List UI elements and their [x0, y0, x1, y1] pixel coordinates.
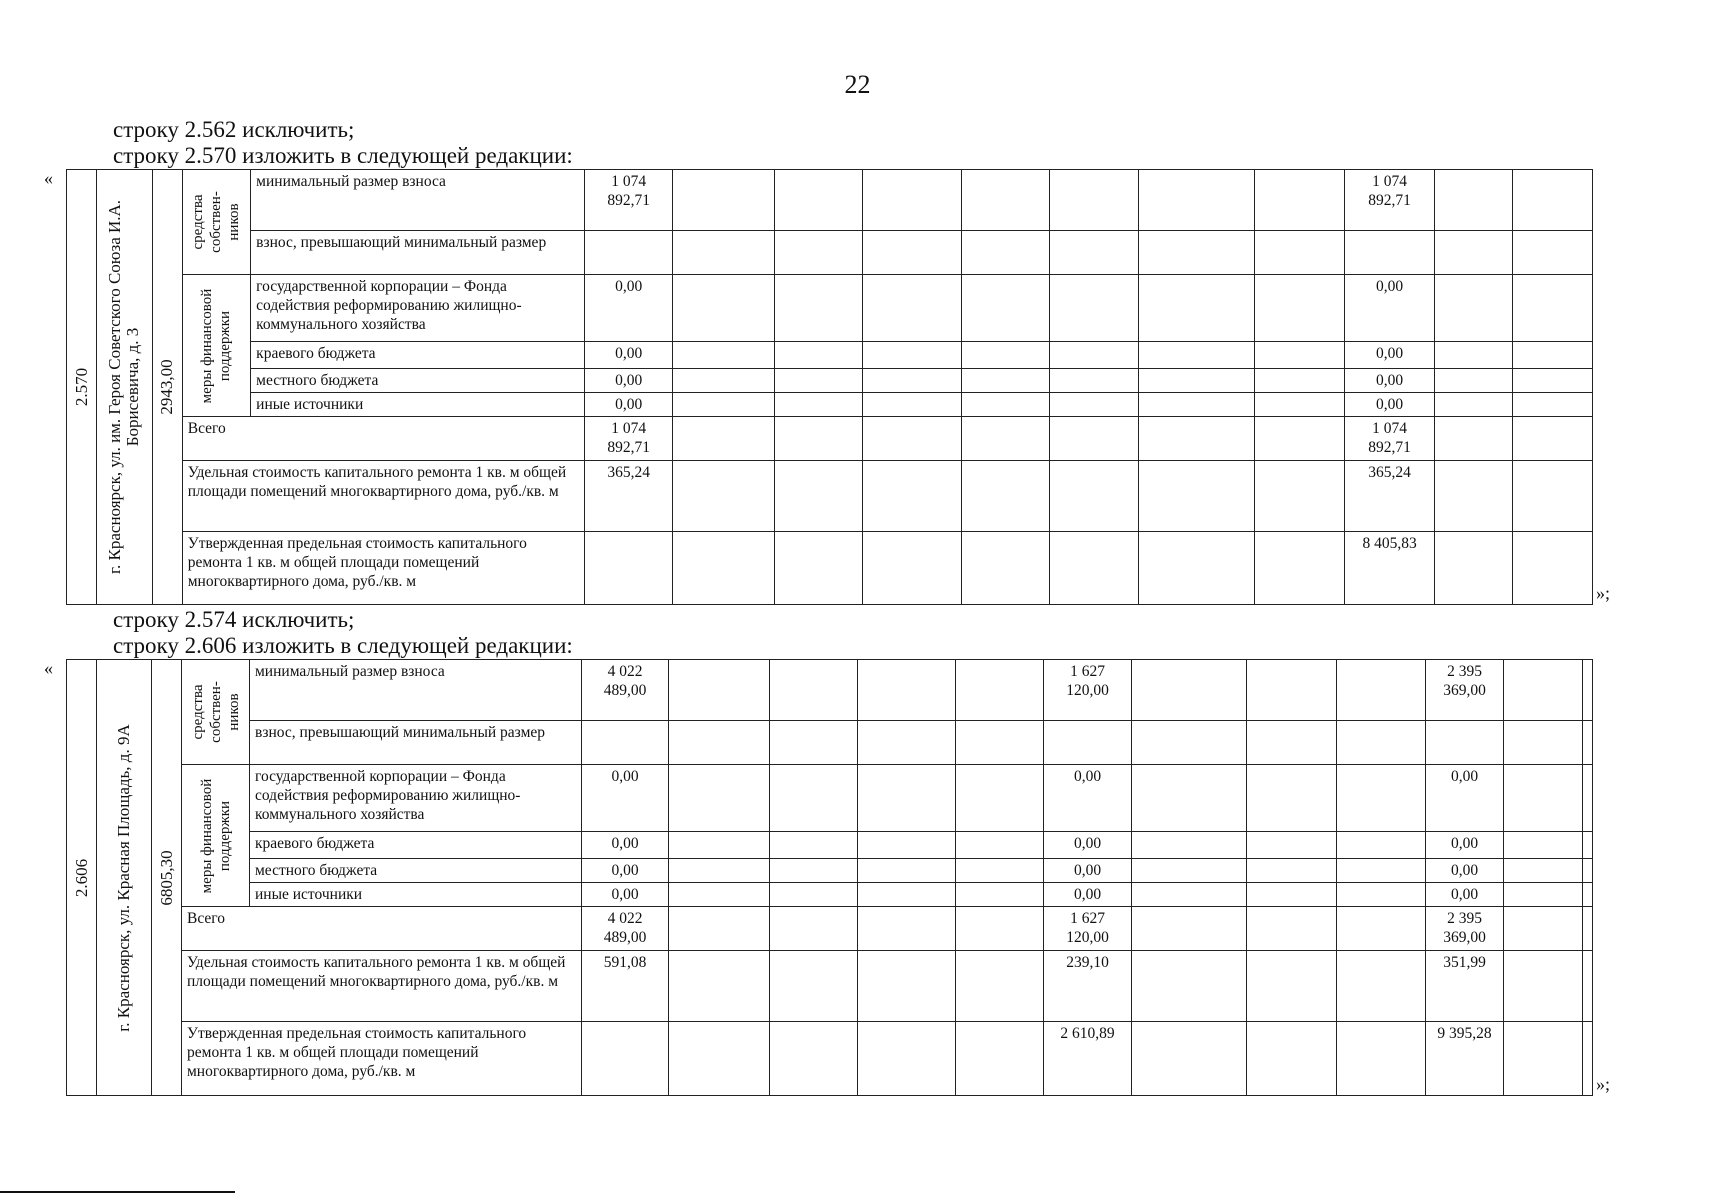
area: 6805,30: [156, 849, 176, 906]
value-cell: 0,00: [585, 275, 673, 342]
value-cell: 8 405,83: [1345, 532, 1435, 605]
value-cell: [1138, 417, 1254, 461]
value-cell: 0,00: [585, 369, 673, 393]
value-cell: [858, 660, 956, 721]
value-cell: [1583, 1022, 1593, 1096]
value-cell: [672, 369, 774, 393]
value-cell: 0,00: [1345, 393, 1435, 417]
value-cell: [1254, 393, 1345, 417]
value-cell: 0,00: [1044, 883, 1132, 907]
value-cell: [1337, 951, 1426, 1022]
value-cell: [1504, 765, 1583, 832]
value-cell: [1337, 660, 1426, 721]
area-cell: [152, 660, 182, 1096]
value-cell: [961, 393, 1050, 417]
value-cell: [1247, 721, 1337, 765]
value-cell: 4 022 489,00: [582, 660, 669, 721]
value-cell: [1050, 532, 1139, 605]
value-cell: [672, 532, 774, 605]
value-cell: [672, 417, 774, 461]
close-quote: »;: [1596, 583, 1611, 603]
value-cell: [774, 417, 863, 461]
value-cell: [1247, 1022, 1337, 1096]
value-cell: [770, 765, 858, 832]
row-label: взнос, превышающий минимальный размер: [250, 721, 582, 765]
value-cell: [672, 342, 774, 369]
value-cell: 1 074 892,71: [1345, 170, 1435, 231]
value-cell: [1513, 231, 1593, 275]
value-cell: [669, 883, 770, 907]
value-cell: [1583, 859, 1593, 883]
value-cell: [1504, 951, 1583, 1022]
value-cell: [961, 231, 1050, 275]
value-cell: [1138, 231, 1254, 275]
value-cell: [582, 721, 669, 765]
row-label: взнос, превышающий минимальный размер: [251, 231, 585, 275]
row-label: Всего: [182, 417, 585, 461]
value-cell: [1247, 832, 1337, 859]
value-cell: [1434, 532, 1513, 605]
row-label: Утвержденная предельная стоимость капитального ремонта 1 кв. м общей площади помещений многоквартирного дома, руб./кв. м: [182, 1022, 582, 1096]
value-cell: 0,00: [1426, 859, 1504, 883]
value-cell: [1254, 342, 1345, 369]
amendment-table: [66, 659, 1593, 1096]
value-cell: [1138, 532, 1254, 605]
value-cell: [1513, 275, 1593, 342]
value-cell: [858, 721, 956, 765]
value-cell: [1254, 417, 1345, 461]
instruction-line: строку 2.562 исключить;: [113, 117, 355, 142]
value-cell: [1050, 231, 1139, 275]
value-cell: [1434, 393, 1513, 417]
value-cell: 0,00: [585, 342, 673, 369]
value-cell: [1504, 721, 1583, 765]
value-cell: [585, 532, 673, 605]
value-cell: [1138, 369, 1254, 393]
value-cell: [669, 1022, 770, 1096]
value-cell: [1132, 907, 1247, 951]
value-cell: [858, 859, 956, 883]
row-number-cell: [67, 170, 97, 605]
value-cell: [1050, 417, 1139, 461]
value-cell: 0,00: [585, 393, 673, 417]
value-cell: [1132, 765, 1247, 832]
value-cell: [1434, 231, 1513, 275]
value-cell: [863, 417, 962, 461]
value-cell: [1513, 417, 1593, 461]
value-cell: [863, 532, 962, 605]
value-cell: 351,99: [1426, 951, 1504, 1022]
group-owners-cell: [182, 170, 250, 275]
value-cell: [956, 660, 1044, 721]
value-cell: [672, 393, 774, 417]
value-cell: [1504, 660, 1583, 721]
value-cell: [858, 907, 956, 951]
value-cell: 2 395 369,00: [1426, 907, 1504, 951]
value-cell: [863, 170, 962, 231]
value-cell: [1247, 883, 1337, 907]
value-cell: [956, 765, 1044, 832]
value-cell: [863, 369, 962, 393]
value-cell: [1254, 231, 1345, 275]
value-cell: 365,24: [585, 461, 673, 532]
value-cell: [1138, 170, 1254, 231]
value-cell: [1434, 170, 1513, 231]
value-cell: [1583, 883, 1593, 907]
value-cell: [1247, 765, 1337, 832]
value-cell: [961, 532, 1050, 605]
address: г. Красноярск, ул. Красная Площадь, д. 9А: [114, 723, 133, 1032]
value-cell: 1 074 892,71: [585, 170, 673, 231]
value-cell: [863, 275, 962, 342]
value-cell: [1583, 765, 1593, 832]
row-label: краевого бюджета: [250, 832, 582, 859]
value-cell: [956, 1022, 1044, 1096]
value-cell: [1138, 342, 1254, 369]
value-cell: 1 627 120,00: [1044, 907, 1132, 951]
value-cell: [858, 765, 956, 832]
value-cell: 0,00: [582, 765, 669, 832]
value-cell: [961, 170, 1050, 231]
value-cell: 0,00: [1044, 832, 1132, 859]
value-cell: [858, 951, 956, 1022]
open-quote: «: [44, 168, 53, 188]
page-number: 22: [844, 70, 871, 99]
value-cell: [669, 765, 770, 832]
address-cell: [97, 170, 152, 605]
value-cell: [770, 907, 858, 951]
value-cell: 365,24: [1345, 461, 1435, 532]
value-cell: [774, 461, 863, 532]
value-cell: [770, 951, 858, 1022]
value-cell: [1050, 369, 1139, 393]
close-quote: »;: [1596, 1074, 1611, 1094]
value-cell: [1132, 1022, 1247, 1096]
value-cell: 0,00: [1044, 859, 1132, 883]
value-cell: [863, 231, 962, 275]
footnote-divider: [0, 1191, 235, 1193]
value-cell: [1132, 832, 1247, 859]
value-cell: [1254, 461, 1345, 532]
value-cell: [1337, 859, 1426, 883]
value-cell: [669, 832, 770, 859]
row-number: 2.570: [71, 367, 91, 407]
row-label: Всего: [182, 907, 582, 951]
value-cell: [774, 393, 863, 417]
instruction-line: строку 2.574 исключить;: [113, 607, 355, 632]
value-cell: [961, 461, 1050, 532]
value-cell: 4 022 489,00: [582, 907, 669, 951]
value-cell: [1337, 1022, 1426, 1096]
area-cell: [152, 170, 182, 605]
value-cell: [858, 832, 956, 859]
value-cell: [1254, 170, 1345, 231]
value-cell: 1 627 120,00: [1044, 660, 1132, 721]
value-cell: [1247, 951, 1337, 1022]
value-cell: [1247, 907, 1337, 951]
value-cell: [1132, 951, 1247, 1022]
group-support-label: меры финансовой поддержки: [199, 288, 234, 403]
group-owners-label: средства собствен-ников: [190, 191, 243, 253]
value-cell: 591,08: [582, 951, 669, 1022]
value-cell: [956, 883, 1044, 907]
value-cell: 9 395,28: [1426, 1022, 1504, 1096]
value-cell: [863, 461, 962, 532]
amendment-table: [66, 169, 1593, 605]
value-cell: [669, 907, 770, 951]
value-cell: [1044, 721, 1132, 765]
row-label: Удельная стоимость капитального ремонта 1 кв. м общей площади помещений многоквартирного дома, руб./кв. м: [182, 951, 582, 1022]
value-cell: [1337, 721, 1426, 765]
value-cell: [672, 275, 774, 342]
value-cell: [770, 883, 858, 907]
group-owners-cell: [182, 660, 250, 765]
value-cell: [774, 231, 863, 275]
address: г. Красноярск, ул. им. Героя Советского Союза И.А. Борисевича, д. 3: [105, 199, 143, 575]
value-cell: [1138, 393, 1254, 417]
value-cell: [1337, 907, 1426, 951]
value-cell: [1132, 883, 1247, 907]
value-cell: [770, 721, 858, 765]
value-cell: [1513, 532, 1593, 605]
value-cell: [1138, 275, 1254, 342]
value-cell: [774, 170, 863, 231]
value-cell: [669, 951, 770, 1022]
value-cell: [858, 1022, 956, 1096]
value-cell: [1132, 660, 1247, 721]
value-cell: [1050, 393, 1139, 417]
value-cell: [1513, 342, 1593, 369]
area: 2943,00: [157, 359, 177, 415]
open-quote: «: [44, 658, 53, 678]
value-cell: [961, 417, 1050, 461]
value-cell: [1504, 832, 1583, 859]
value-cell: [1504, 907, 1583, 951]
group-support-cell: [182, 765, 250, 907]
value-cell: [774, 532, 863, 605]
value-cell: [961, 342, 1050, 369]
group-support-cell: [182, 275, 250, 417]
value-cell: 0,00: [582, 859, 669, 883]
value-cell: [1513, 393, 1593, 417]
value-cell: [1583, 907, 1593, 951]
value-cell: 0,00: [1426, 883, 1504, 907]
value-cell: [1337, 765, 1426, 832]
value-cell: 0,00: [1044, 765, 1132, 832]
value-cell: [770, 660, 858, 721]
value-cell: [1504, 859, 1583, 883]
value-cell: [1513, 461, 1593, 532]
value-cell: 0,00: [1345, 275, 1435, 342]
value-cell: 0,00: [1426, 832, 1504, 859]
instruction-line: строку 2.570 изложить в следующей редакции:: [113, 143, 573, 168]
value-cell: [1132, 859, 1247, 883]
value-cell: 239,10: [1044, 951, 1132, 1022]
value-cell: [956, 907, 1044, 951]
value-cell: [1138, 461, 1254, 532]
value-cell: [774, 342, 863, 369]
row-label: иные источники: [251, 393, 585, 417]
value-cell: [961, 275, 1050, 342]
row-label: Утвержденная предельная стоимость капитального ремонта 1 кв. м общей площади помещений многоквартирного дома, руб./кв. м: [182, 532, 585, 605]
row-label: иные источники: [250, 883, 582, 907]
value-cell: [774, 275, 863, 342]
row-label: местного бюджета: [251, 369, 585, 393]
value-cell: [1434, 342, 1513, 369]
value-cell: [1434, 275, 1513, 342]
row-number: 2.606: [71, 858, 91, 897]
value-cell: [1583, 832, 1593, 859]
address-cell: [97, 660, 152, 1096]
instruction-line: строку 2.606 изложить в следующей редакции:: [113, 633, 573, 658]
row-label: государственной корпорации – Фонда содействия реформированию жилищно-коммунального хозяйства: [250, 765, 582, 832]
value-cell: 0,00: [1426, 765, 1504, 832]
value-cell: [1434, 369, 1513, 393]
value-cell: [1254, 532, 1345, 605]
row-number-cell: [67, 660, 97, 1096]
value-cell: [582, 1022, 669, 1096]
value-cell: [956, 951, 1044, 1022]
value-cell: [1583, 721, 1593, 765]
value-cell: [1513, 369, 1593, 393]
value-cell: 2 395 369,00: [1426, 660, 1504, 721]
value-cell: 0,00: [1345, 369, 1435, 393]
group-owners-label: средства собствен-ников: [189, 681, 242, 743]
row-label: краевого бюджета: [251, 342, 585, 369]
value-cell: [1513, 170, 1593, 231]
value-cell: [956, 859, 1044, 883]
value-cell: 1 074 892,71: [1345, 417, 1435, 461]
value-cell: [585, 231, 673, 275]
value-cell: [863, 342, 962, 369]
row-label: местного бюджета: [250, 859, 582, 883]
row-label: минимальный размер взноса: [251, 170, 585, 231]
value-cell: [961, 369, 1050, 393]
value-cell: [1254, 275, 1345, 342]
value-cell: [669, 660, 770, 721]
group-support-label: меры финансовой поддержки: [198, 778, 233, 893]
value-cell: [1247, 660, 1337, 721]
value-cell: [1132, 721, 1247, 765]
value-cell: 1 074 892,71: [585, 417, 673, 461]
value-cell: 2 610,89: [1044, 1022, 1132, 1096]
value-cell: [1504, 1022, 1583, 1096]
value-cell: [1050, 170, 1139, 231]
value-cell: [669, 859, 770, 883]
value-cell: [672, 231, 774, 275]
value-cell: [669, 721, 770, 765]
row-label: минимальный размер взноса: [250, 660, 582, 721]
value-cell: [1254, 369, 1345, 393]
value-cell: [1583, 951, 1593, 1022]
value-cell: [1337, 832, 1426, 859]
row-label: Удельная стоимость капитального ремонта 1 кв. м общей площади помещений многоквартирного дома, руб./кв. м: [182, 461, 585, 532]
value-cell: [770, 859, 858, 883]
value-cell: [1050, 342, 1139, 369]
value-cell: [672, 170, 774, 231]
value-cell: [1504, 883, 1583, 907]
value-cell: [1050, 275, 1139, 342]
value-cell: [1434, 461, 1513, 532]
value-cell: 0,00: [582, 832, 669, 859]
value-cell: [956, 832, 1044, 859]
value-cell: [1583, 660, 1593, 721]
value-cell: [770, 832, 858, 859]
value-cell: [770, 1022, 858, 1096]
value-cell: [1247, 859, 1337, 883]
value-cell: [1337, 883, 1426, 907]
value-cell: [774, 369, 863, 393]
value-cell: 0,00: [582, 883, 669, 907]
value-cell: [863, 393, 962, 417]
value-cell: [1050, 461, 1139, 532]
row-label: государственной корпорации – Фонда содействия реформированию жилищно-коммунального хозяйства: [251, 275, 585, 342]
value-cell: [1426, 721, 1504, 765]
value-cell: [1434, 417, 1513, 461]
value-cell: [672, 461, 774, 532]
value-cell: [858, 883, 956, 907]
value-cell: 0,00: [1345, 342, 1435, 369]
value-cell: [1345, 231, 1435, 275]
value-cell: [956, 721, 1044, 765]
